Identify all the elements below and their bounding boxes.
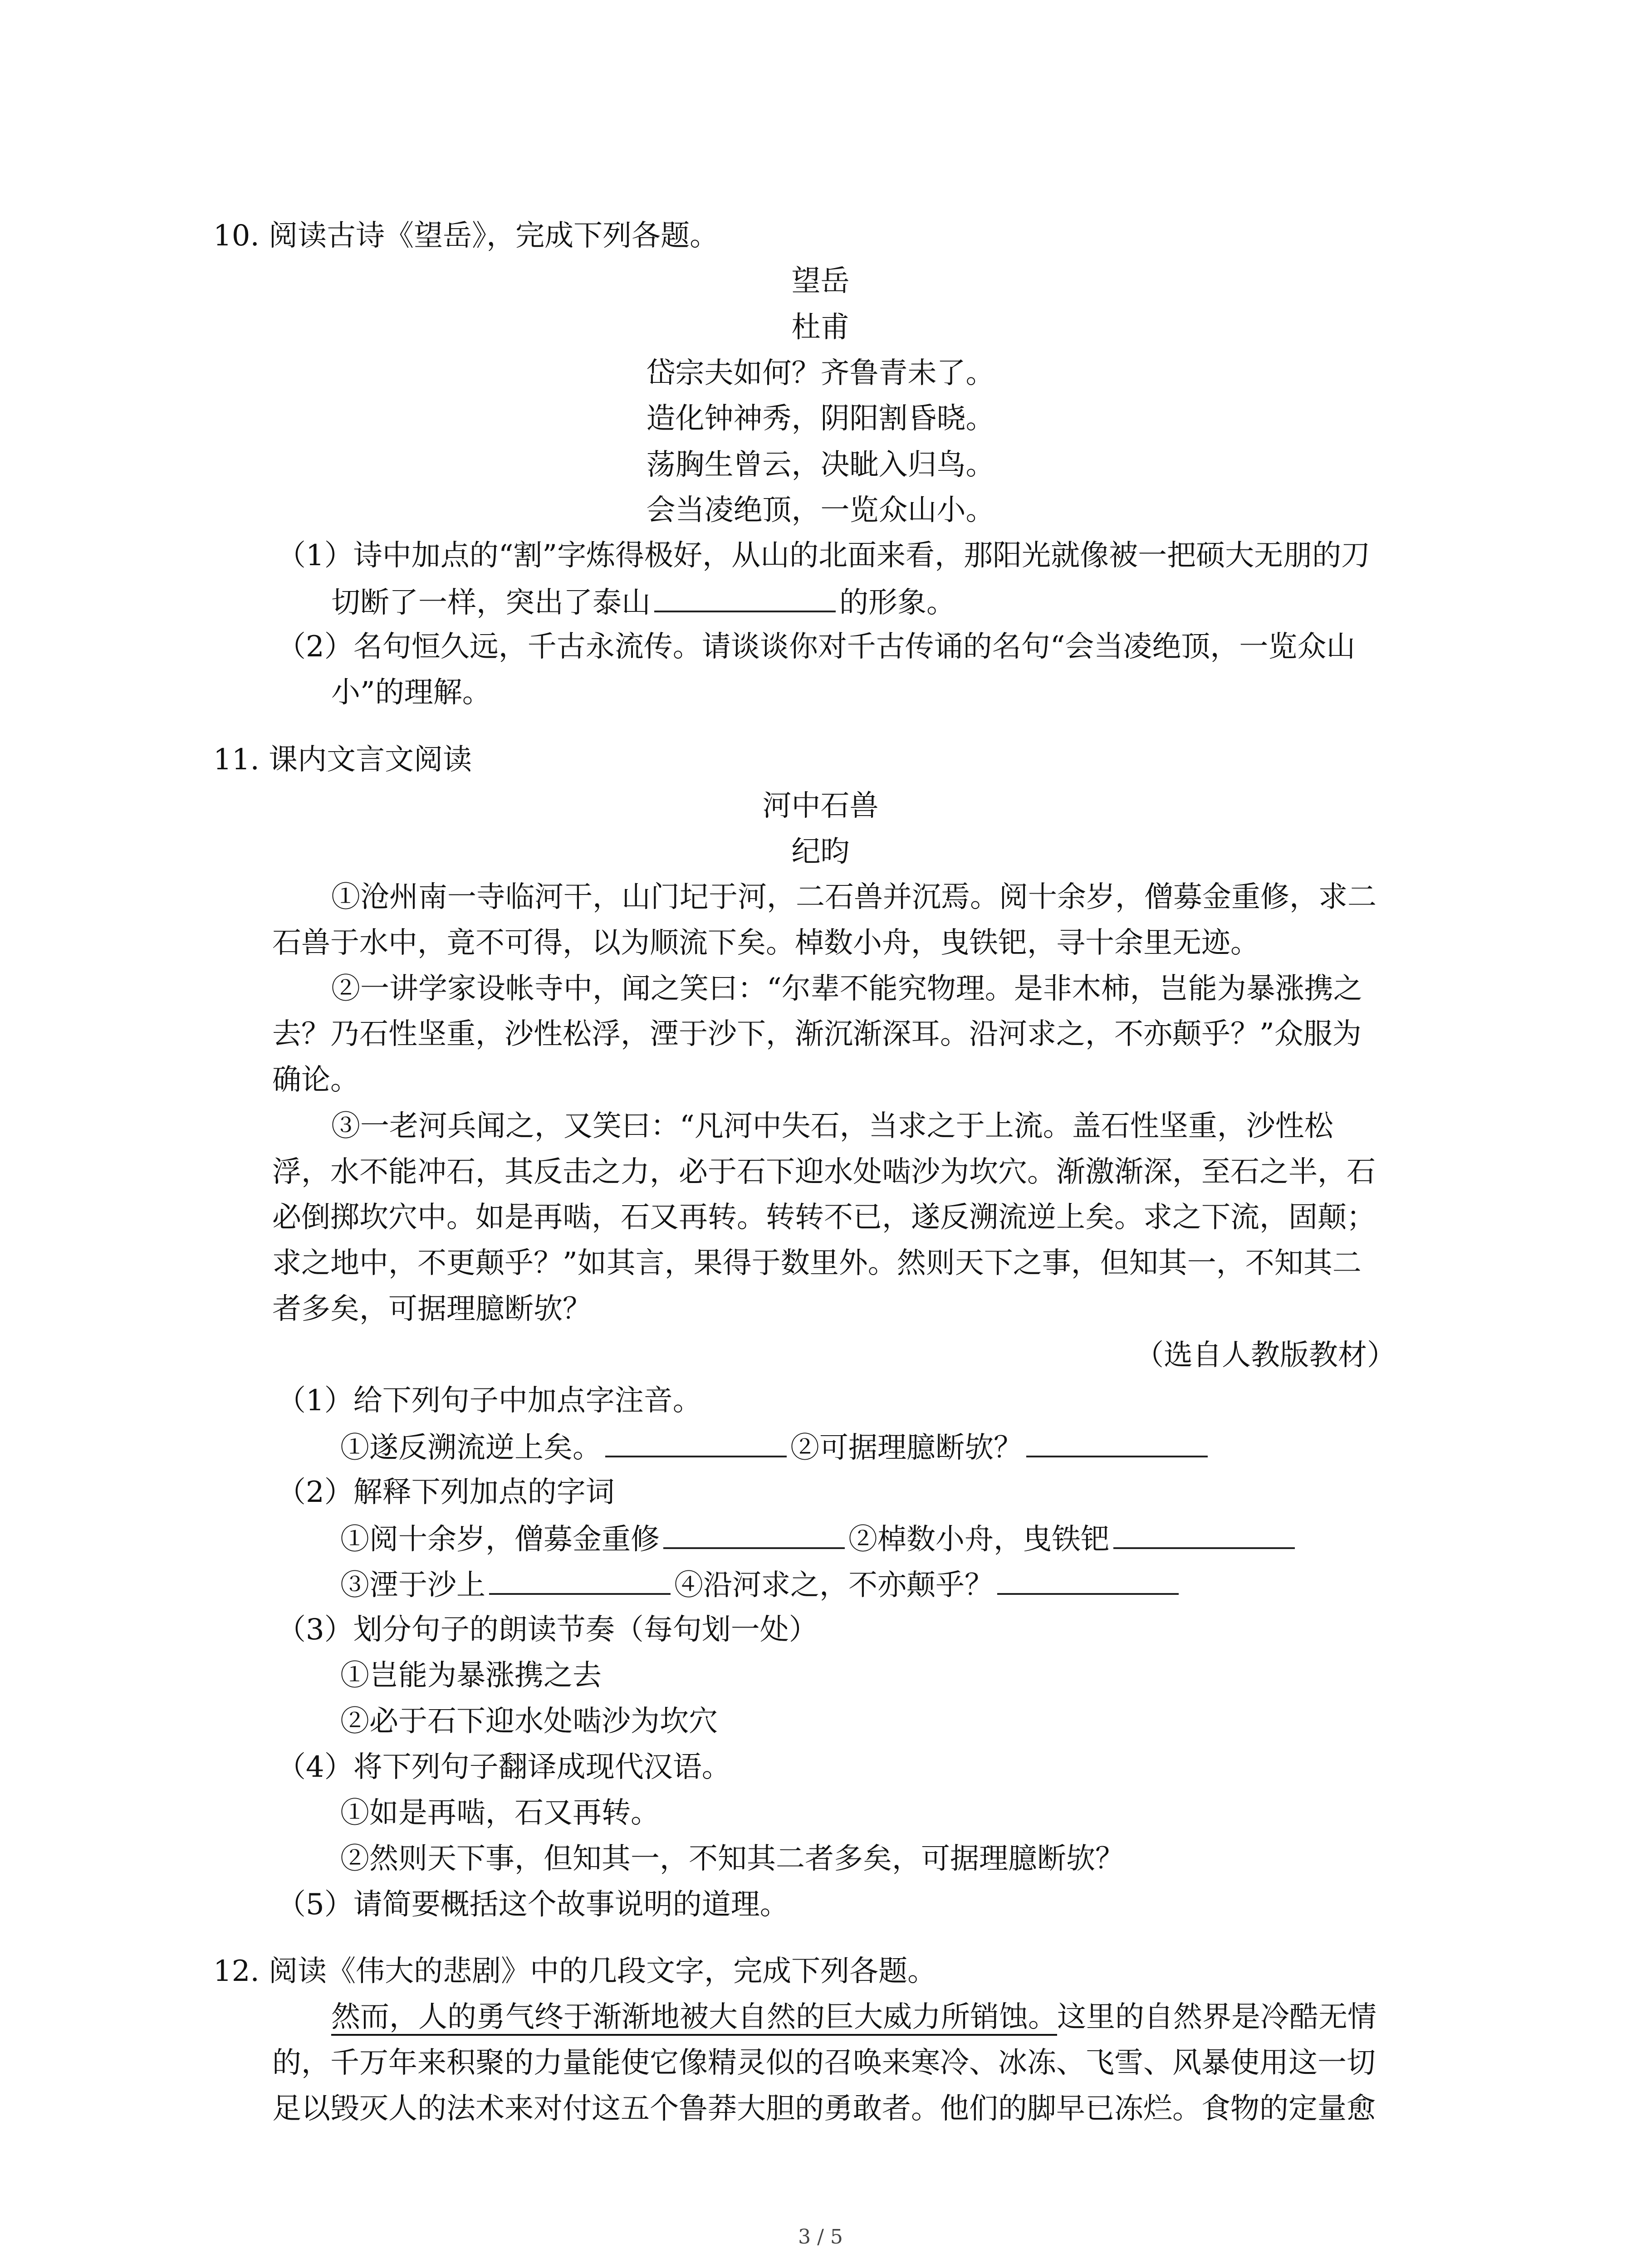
q10-sub1-text: 切断了一样，突出了泰山 <box>331 586 651 620</box>
q11-sub4-b: ②然则天下事，但知其一，不知其二者多矣，可据理臆断欤？ <box>340 1842 1124 1876</box>
essay-line: 去？乃石性坚重，沙性松浮，湮于沙下，渐沉渐深耳。沿河求之，不亦颠乎？”众服为 <box>272 1017 1362 1051</box>
essay-line: 浮，水不能冲石，其反击之力，必于石下迎水处啮沙为坎穴。渐激渐深，至石之半，石 <box>272 1155 1376 1189</box>
q11-sub2-items-a <box>340 1515 1298 1561</box>
q11-sub3-a: ①岂能为暴涨携之去 <box>340 1659 602 1692</box>
q12-line3: 足以毁灭人的法术来对付这五个鲁莽大胆的勇敢者。他们的脚早已冻烂。食物的定量愈 <box>272 2092 1376 2126</box>
q11-sub5-title: （5）请简要概括这个故事说明的道理。 <box>277 1888 789 1921</box>
q11-sub1-items <box>340 1424 1211 1469</box>
poem-title: 望岳 <box>791 264 850 298</box>
poem-line: 会当凌绝顶，一览众山小。 <box>646 494 995 527</box>
page-number: 3 / 5 <box>798 2225 843 2248</box>
essay-line: 必倒掷坎穴中。如是再啮，石又再转。转转不已，遂反溯流逆上矣。求之下流，固颠； <box>272 1201 1376 1234</box>
q12-stem: 12. 阅读《伟大的悲剧》中的几段文字，完成下列各题。 <box>213 1955 937 1988</box>
q10-sub1-text-end: 的形象。 <box>839 586 955 620</box>
essay-line: 者多矣，可据理臆断欤？ <box>272 1292 592 1326</box>
underlined-sentence: 然而，人的勇气终于渐渐地被大自然的巨大威力所销蚀。 <box>331 2000 1057 2034</box>
q11-sub3-title: （3）划分句子的朗读节奏（每句划一处） <box>277 1613 818 1647</box>
essay-line: ①沧州南一寺临河干，山门圮于河，二石兽并沉焉。阅十余岁，僧募金重修，求二 <box>331 880 1376 914</box>
essay-title: 河中石兽 <box>762 789 879 823</box>
poem-line: 岱宗夫如何？齐鲁青未了。 <box>646 357 995 390</box>
essay-line: 求之地中，不更颠乎？”如其言，果得于数里外。然则天下之事，但知其一，不知其二 <box>272 1246 1362 1280</box>
essay-line: 石兽于水中，竟不可得，以为顺流下矣。棹数小舟，曳铁钯，寻十余里无迹。 <box>272 926 1259 960</box>
essay-author: 纪昀 <box>791 835 850 869</box>
essay-line: ③一老河兵闻之，又笑曰：“凡河中失石，当求之于上流。盖石性坚重，沙性松 <box>331 1110 1333 1143</box>
answer-blank[interactable] <box>1113 1515 1295 1549</box>
answer-blank[interactable] <box>997 1561 1179 1595</box>
q11-stem: 11. 课内文言文阅读 <box>213 743 472 777</box>
essay-line: ②一讲学家设帐寺中，闻之笑曰：“尔辈不能究物理。是非木柿，岂能为暴涨携之 <box>331 972 1362 1006</box>
essay-source: （选自人教版教材） <box>1135 1339 1396 1372</box>
q11-sub1-title: （1）给下列句子中加点字注音。 <box>277 1384 702 1418</box>
q10-stem: 10. 阅读古诗《望岳》，完成下列各题。 <box>213 219 719 253</box>
q10-sub1-line1: （1）诗中加点的“割”字炼得极好，从山的北面来看，那阳光就像被一把硕大无朋的刀 <box>277 539 1371 572</box>
q11-sub4-a: ①如是再啮，石又再转。 <box>340 1796 660 1830</box>
q10-sub2-line1: （2）名句恒久远，千古永流传。请谈谈你对千古传诵的名句“会当凌绝顶，一览众山 <box>277 630 1356 664</box>
answer-blank[interactable] <box>654 579 836 612</box>
answer-blank[interactable] <box>605 1424 787 1457</box>
q11-sub3-b: ②必于石下迎水处啮沙为坎穴 <box>340 1705 718 1738</box>
sub-item-text: ①阅十余岁，僧募金重修 <box>340 1523 660 1556</box>
answer-blank[interactable] <box>663 1515 845 1549</box>
answer-blank[interactable] <box>1026 1424 1208 1457</box>
sub-item-text: ①遂反溯流逆上矣。 <box>340 1431 602 1465</box>
q12-line1 <box>331 1994 1376 2040</box>
sub-item-text: ②棹数小舟，曳铁钯 <box>848 1523 1110 1556</box>
sub-item-text: ④沿河求之，不亦颠乎？ <box>674 1569 994 1602</box>
essay-line: 确论。 <box>272 1063 359 1097</box>
q10-sub1-line2 <box>331 579 955 624</box>
q11-sub4-title: （4）将下列句子翻译成现代汉语。 <box>277 1750 731 1784</box>
answer-blank[interactable] <box>489 1561 671 1595</box>
poem-author: 杜甫 <box>791 311 850 344</box>
q12-line1-rest: 这里的自然界是冷酷无情 <box>1057 2000 1376 2034</box>
poem-line: 荡胸生曾云，决眦入归鸟。 <box>646 448 995 482</box>
q11-sub2-items-b <box>340 1561 1182 1607</box>
poem-line: 造化钟神秀，阴阳割昏晓。 <box>646 402 995 435</box>
sub-item-text: ③湮于沙上 <box>340 1569 485 1602</box>
q10-sub2-line2: 小”的理解。 <box>331 676 491 709</box>
sub-item-text: ②可据理臆断欤？ <box>790 1431 1023 1465</box>
q11-sub2-title: （2）解释下列加点的字词 <box>277 1476 615 1509</box>
q12-line2: 的，千万年来积聚的力量能使它像精灵似的召唤来寒冷、冰冻、飞雪、风暴使用这一切 <box>272 2046 1376 2080</box>
